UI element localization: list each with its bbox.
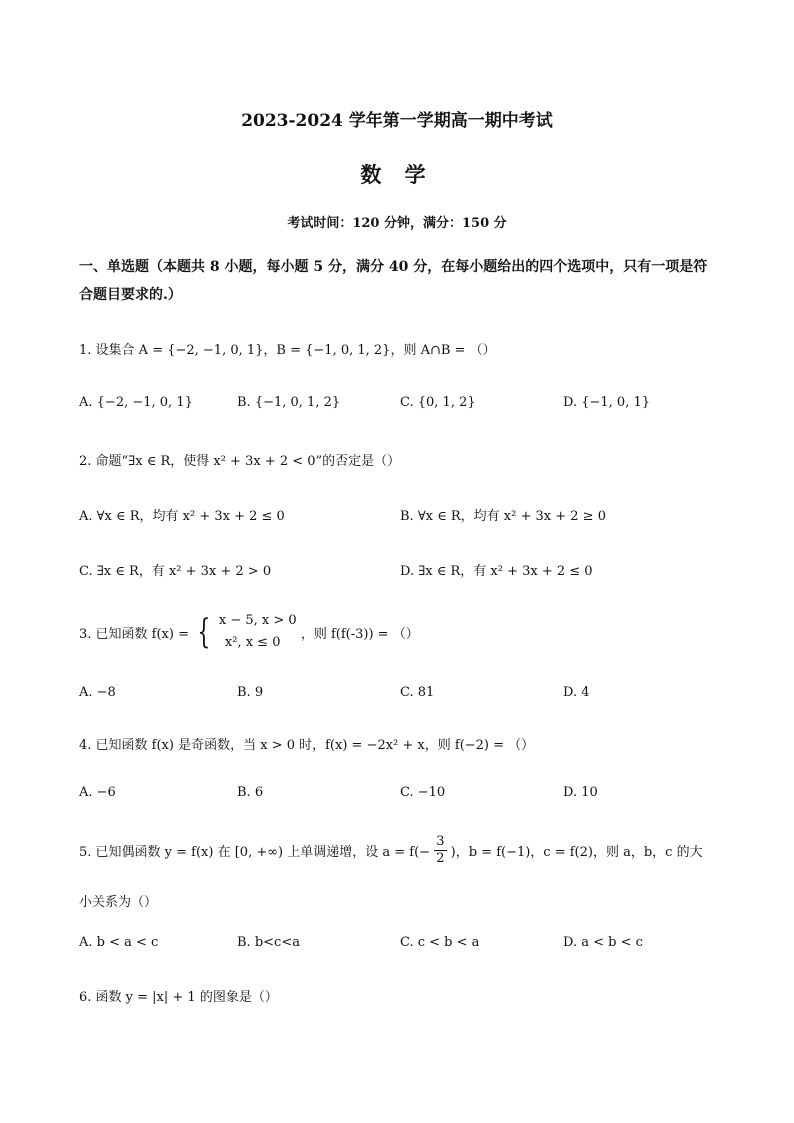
question-4-stem: 4. 已知函数 f(x) 是奇函数，当 x > 0 时，f(x) = −2x² + x，则 f(−2) = （） bbox=[79, 738, 535, 753]
question-5-stem-prefix: 5. 已知偶函数 y = f(x) 在 [0, +∞) 上单调递增，设 a = f(− bbox=[79, 845, 431, 860]
question-2-option-b: B. ∀x ∈ R，均有 x² + 3x + 2 ≥ 0 bbox=[400, 509, 606, 524]
question-4-option-b: B. 6 bbox=[237, 785, 264, 800]
piecewise-brace: { bbox=[197, 612, 211, 652]
question-1-option-a: A. {−2, −1, 0, 1} bbox=[79, 395, 193, 410]
fraction-denominator: 2 bbox=[436, 851, 445, 866]
question-5-option-c: C. c < b < a bbox=[400, 935, 480, 950]
question-5-option-b: B. b<c<a bbox=[237, 935, 300, 950]
question-1-option-b: B. {−1, 0, 1, 2} bbox=[237, 395, 341, 410]
question-2-option-a: A. ∀x ∈ R，均有 x² + 3x + 2 ≤ 0 bbox=[79, 509, 285, 524]
question-1-stem: 1. 设集合 A = {−2, −1, 0, 1}，B = {−1, 0, 1, 2}，则 A∩B = （） bbox=[79, 343, 496, 358]
question-3-option-c: C. 81 bbox=[400, 685, 435, 700]
question-3-option-b: B. 9 bbox=[237, 685, 264, 700]
section-heading: 一、单选题（本题共 8 小题，每小题 5 分，满分 40 分，在每小题给出的四个选项中，只有一项是符合题目要求的.） bbox=[79, 259, 708, 303]
question-5-stem-line2: 小关系为（） bbox=[79, 895, 158, 910]
question-5-option-a: A. b < a < c bbox=[79, 935, 159, 950]
question-4-option-c: C. −10 bbox=[400, 785, 446, 800]
exam-info: 考试时间：120 分钟，满分：150 分 bbox=[287, 216, 507, 231]
question-5-stem bbox=[79, 834, 703, 867]
question-3-stem bbox=[79, 610, 419, 654]
question-4-option-d: D. 10 bbox=[563, 785, 598, 800]
exam-title: 2023-2024 学年第一学期高一期中考试 bbox=[241, 111, 553, 131]
question-5-stem-suffix: )，b = f(−1)，c = f(2)，则 a，b，c 的大 bbox=[450, 845, 703, 860]
question-2-option-d: D. ∃x ∈ R，有 x² + 3x + 2 ≤ 0 bbox=[400, 564, 593, 579]
question-3-stem-suffix: ，则 f(f(-3)) = （） bbox=[300, 626, 419, 642]
question-2-stem: 2. 命题“∃x ∈ R，使得 x² + 3x + 2 < 0”的否定是（） bbox=[79, 454, 401, 469]
question-3-option-d: D. 4 bbox=[563, 685, 590, 700]
question-1-option-d: D. {−1, 0, 1} bbox=[563, 395, 651, 410]
piecewise-case-2: x², x ≤ 0 bbox=[224, 635, 281, 650]
subject-title: 数 学 bbox=[360, 162, 434, 187]
piecewise-cases bbox=[219, 610, 297, 654]
fraction-numerator: 3 bbox=[436, 834, 445, 849]
question-3-stem-prefix: 3. 已知函数 f(x) = bbox=[79, 626, 189, 642]
fraction-three-halves bbox=[434, 834, 446, 867]
question-2-option-c: C. ∃x ∈ R，有 x² + 3x + 2 > 0 bbox=[79, 564, 272, 579]
question-3-option-a: A. −8 bbox=[79, 685, 116, 700]
question-1-option-c: C. {0, 1, 2} bbox=[400, 395, 476, 410]
question-5-option-d: D. a < b < c bbox=[563, 935, 643, 950]
piecewise-case-1: x − 5, x > 0 bbox=[218, 613, 297, 628]
question-4-option-a: A. −6 bbox=[79, 785, 116, 800]
question-6-stem: 6. 函数 y = |x| + 1 的图象是（） bbox=[79, 990, 278, 1005]
